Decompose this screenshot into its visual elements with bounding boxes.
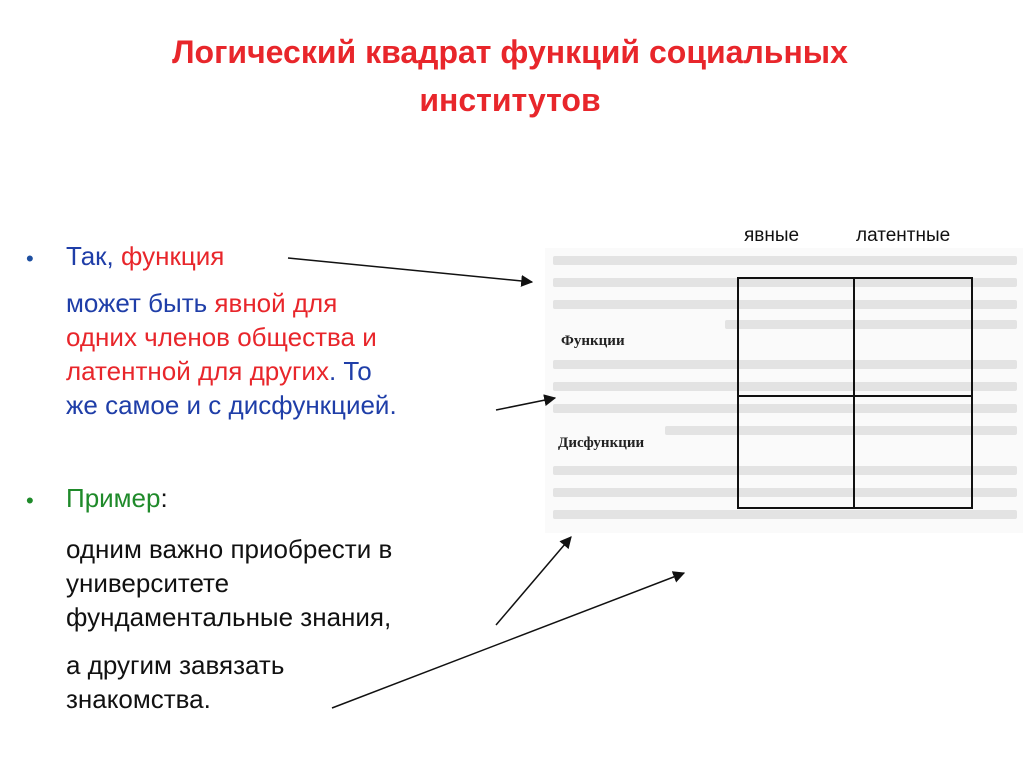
bullet-2-line-4: а другим завязать xyxy=(66,650,285,680)
slide-title-line-1: Логический квадрат функций социальных xyxy=(172,34,848,70)
text-primer: Пример xyxy=(66,483,161,513)
text-latentnoy: латентной для других xyxy=(66,356,329,386)
text-funktsiya: функция xyxy=(121,241,225,271)
bullet-1-line-5: же самое и с дисфункцией. xyxy=(66,390,397,420)
slide-title-line-2: институтов xyxy=(419,82,601,118)
bullet-2-line-1: одним важно приобрести в xyxy=(66,534,393,564)
text-to: . То xyxy=(328,356,372,386)
text-tak: Так, xyxy=(66,241,121,271)
bullet-marker-1: • xyxy=(26,246,34,271)
arrow-to-latent-cell xyxy=(332,573,684,708)
column-label-latent: латентные xyxy=(856,225,951,246)
bullet-1-line-3: одних членов общества и xyxy=(66,322,377,352)
bullet-marker-2: • xyxy=(26,488,34,513)
text-mozhet-byt: может быть xyxy=(66,288,215,318)
text-colon: : xyxy=(160,483,168,513)
arrow-to-functions xyxy=(288,258,532,282)
bullet-2-line-3: фундаментальные знания, xyxy=(66,602,392,632)
row-label-dysfunctions: Дисфункции xyxy=(558,435,645,451)
column-label-explicit: явные xyxy=(744,225,800,246)
bullet-2-line-5: знакомства. xyxy=(66,684,211,714)
bullet-2-line-2: университете xyxy=(66,568,230,598)
row-label-functions: Функции xyxy=(561,333,625,349)
arrow-to-dysfunctions xyxy=(496,398,555,410)
arrow-to-explicit-cell xyxy=(496,537,571,625)
text-yavnoy-dlya: явной для xyxy=(214,288,338,318)
